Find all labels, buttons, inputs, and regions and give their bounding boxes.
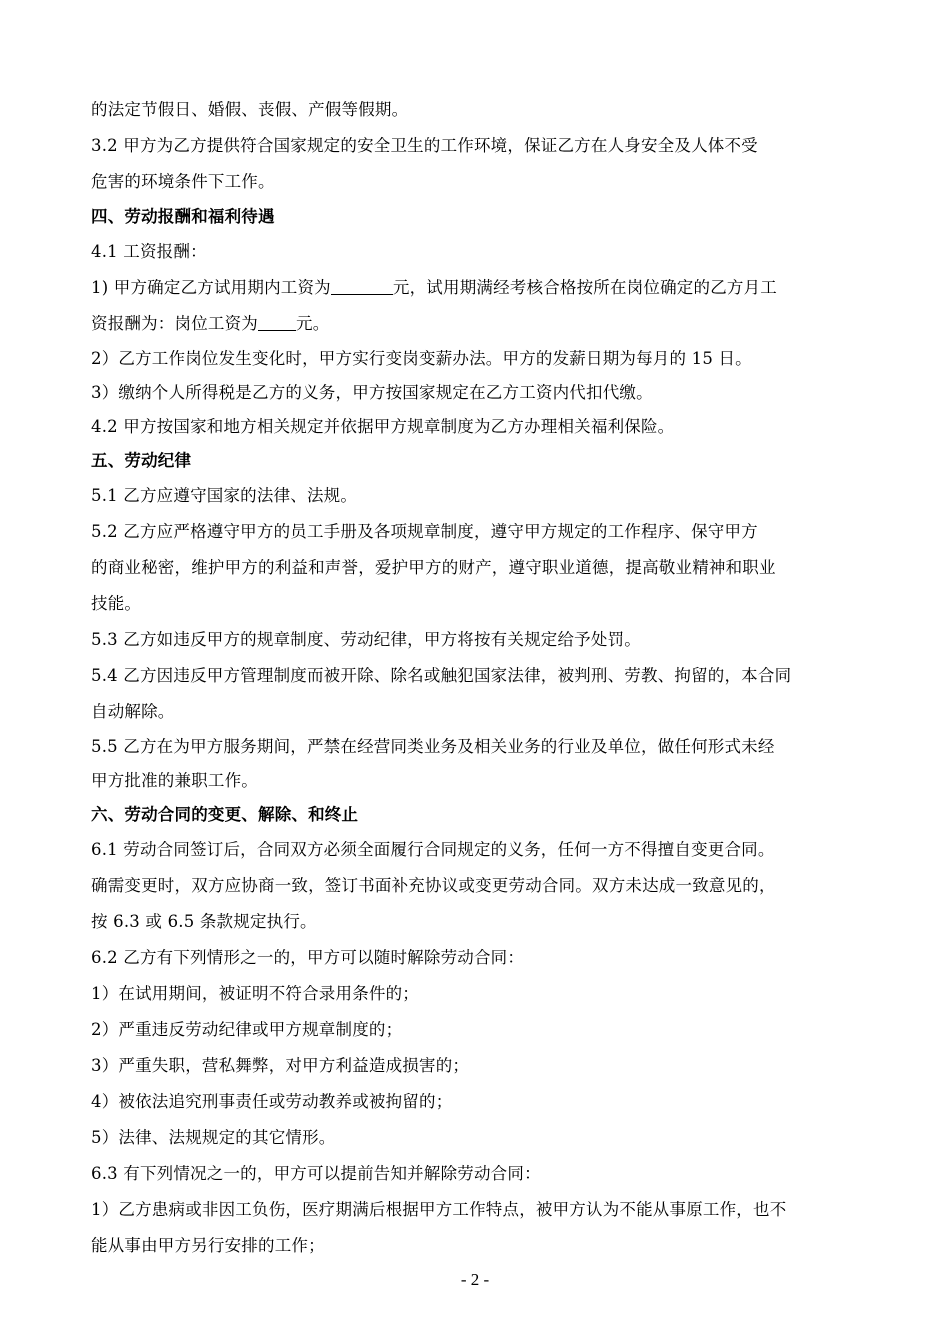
list-item: 1）在试用期间，被证明不符合录用条件的； xyxy=(91,984,419,1003)
list-item: 4）被依法追究刑事责任或劳动教养或被拘留的； xyxy=(91,1092,453,1111)
clause-4-1: 4.1 工资报酬： xyxy=(91,242,207,261)
clause-5-1: 5.1 乙方应遵守国家的法律、法规。 xyxy=(91,486,358,505)
list-item: 1）乙方患病或非因工负伤，医疗期满后根据甲方工作特点，被甲方认为不能从事原工作，也不 xyxy=(91,1200,787,1219)
page-number: - 2 - xyxy=(460,1270,490,1289)
clause-5-2: 5.2 乙方应严格遵守甲方的员工手册及各项规章制度，遵守甲方规定的工作程序、保守甲方 xyxy=(91,522,758,541)
clause-5-4: 5.4 乙方因违反甲方管理制度而被开除、除名或触犯国家法律，被判刑、劳教、拘留的，本合同 xyxy=(91,666,792,685)
list-item: 5）法律、法规规定的其它情形。 xyxy=(91,1128,336,1147)
blank-underline xyxy=(331,272,393,295)
section-heading-5: 五、劳动纪律 xyxy=(91,451,192,470)
clause-6-3: 6.3 有下列情况之一的，甲方可以提前告知并解除劳动合同： xyxy=(91,1164,541,1183)
text-line xyxy=(91,306,861,342)
text-line: 能从事由甲方另行安排的工作； xyxy=(91,1236,325,1255)
clause-5-3: 5.3 乙方如违反甲方的规章制度、劳动纪律，甲方将按有关规定给予处罚。 xyxy=(91,630,641,649)
clause-4-1-2: 2）乙方工作岗位发生变化时，甲方实行变岗变薪办法。甲方的发薪日期为每月的 15 日。 xyxy=(91,349,752,368)
clause-4-1-1 xyxy=(91,270,861,306)
text-segment: 元。 xyxy=(296,314,330,333)
text-line: 按 6.3 或 6.5 条款规定执行。 xyxy=(91,912,317,931)
text-line: 技能。 xyxy=(91,594,142,613)
text-segment: 资报酬为：岗位工资为 xyxy=(91,314,258,333)
list-item: 3）严重失职，营私舞弊，对甲方利益造成损害的； xyxy=(91,1056,470,1075)
text-line: 确需变更时，双方应协商一致，签订书面补充协议或变更劳动合同。双方未达成一致意见的， xyxy=(91,876,776,895)
text-line: 的商业秘密，维护甲方的利益和声誉，爱护甲方的财产，遵守职业道德，提高敬业精神和职业 xyxy=(91,558,776,577)
clause-4-2: 4.2 甲方按国家和地方相关规定并依据甲方规章制度为乙方办理相关福利保险。 xyxy=(91,417,675,436)
clause-6-1: 6.1 劳动合同签订后，合同双方必须全面履行合同规定的义务，任何一方不得擅自变更合同。 xyxy=(91,840,775,859)
text-segment: 1) 甲方确定乙方试用期内工资为 xyxy=(91,278,331,297)
clause-3-2: 3.2 甲方为乙方提供符合国家规定的安全卫生的工作环境，保证乙方在人身安全及人体不受 xyxy=(91,136,758,155)
text-line: 的法定节假日、婚假、丧假、产假等假期。 xyxy=(91,100,409,119)
text-segment: 元，试用期满经考核合格按所在岗位确定的乙方月工 xyxy=(392,278,777,297)
blank-underline xyxy=(258,308,296,331)
section-heading-6: 六、劳动合同的变更、解除、和终止 xyxy=(91,805,359,824)
list-item: 2）严重违反劳动纪律或甲方规章制度的； xyxy=(91,1020,403,1039)
section-heading-4: 四、劳动报酬和福利待遇 xyxy=(91,207,275,226)
text-line: 甲方批准的兼职工作。 xyxy=(91,771,258,790)
clause-5-5: 5.5 乙方在为甲方服务期间，严禁在经营同类业务及相关业务的行业及单位，做任何形式未经 xyxy=(91,737,775,756)
document-body xyxy=(91,92,861,1264)
text-line: 危害的环境条件下工作。 xyxy=(91,172,275,191)
clause-4-1-3: 3）缴纳个人所得税是乙方的义务，甲方按国家规定在乙方工资内代扣代缴。 xyxy=(91,383,653,402)
clause-6-2: 6.2 乙方有下列情形之一的，甲方可以随时解除劳动合同： xyxy=(91,948,525,967)
text-line: 自动解除。 xyxy=(91,702,175,721)
